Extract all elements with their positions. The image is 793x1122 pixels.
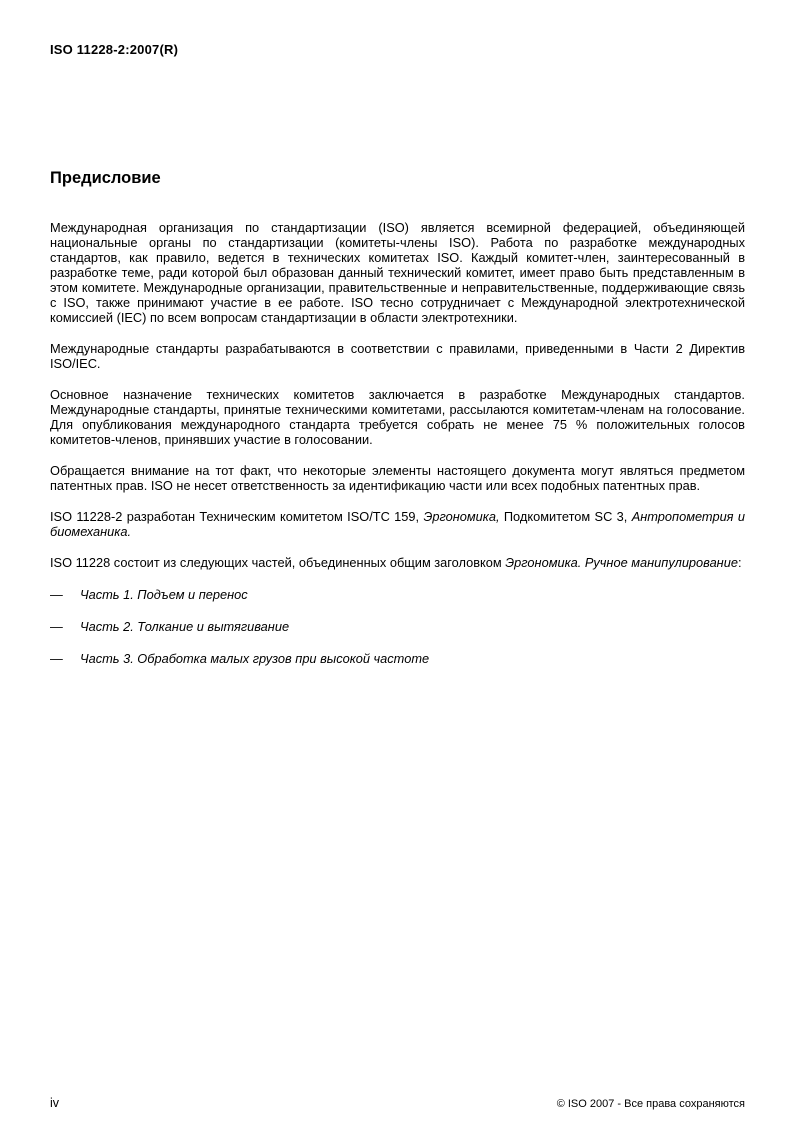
copyright-notice: © ISO 2007 - Все права сохраняются [556,1098,745,1110]
dash-marker: — [50,619,63,634]
text-run: Подкомитетом SC 3, [499,509,632,524]
page-title: Предисловие [50,169,161,187]
list-item-part-2 [50,619,745,634]
paragraph-patent-rights: Обращается внимание на тот факт, что некоторые элементы настоящего документа могут являться предметом патентных прав. ISO не несет ответственность за идентификацию части или всех подобных патентных прав. [50,463,745,493]
paragraph-iso-federation: Международная организация по стандартизации (ISO) является всемирной федерацией, объединяющей национальные органы по стандартизации (комитеты-члены ISO). Работа по разработке международных стандартов, как правило, ведется в технических комитетах ISO. Каждый комитет-член, заинтересованный в разработке теме, ради которой был образован данный технический комитет, имеет право быть представленным в этом комитете. Международные организации, правительственные и неправительственные, поддерживающие связь с ISO, также принимают участие в ее работе. ISO тесно сотрудничает с Международной электротехнической комиссией (IEC) по всем вопросам стандартизации в области электротехники. [50,220,745,325]
parts-list [50,587,745,666]
text-run: : [737,555,742,570]
text-run-italic: Эргономика, [423,509,500,524]
list-item-part-3 [50,651,745,666]
page-number: iv [50,1096,60,1110]
paragraph-series-title [50,555,745,570]
paragraph-voting: Основное назначение технических комитетов заключается в разработке Международных стандартов. Международные стандарты, принятые техническими комитетами, рассылаются комитетам-членам на голосование. Для опубликования международного стандарта требуется собрать не менее 75 % положительных голосов комитетов-членов, принявших участие в голосовании. [50,387,745,447]
list-item-text: Часть 3. Обработка малых грузов при высокой частоте [80,651,430,666]
document-reference-header: ISO 11228-2:2007(R) [50,42,179,57]
dash-marker: — [50,651,63,666]
paragraph-directives: Международные стандарты разрабатываются в соответствии с правилами, приведенными в Части 2 Директив ISO/IEC. [50,341,745,371]
list-item-text: Часть 1. Подъем и перенос [80,587,248,602]
text-run: ISO 11228-2 разработан Техническим комитетом ISO/TC 159, [50,509,424,524]
text-run: ISO 11228 состоит из следующих частей, объединенных общим заголовком [50,555,506,570]
paragraph-committee [50,509,745,539]
text-run-italic: Антропометрия и биомеханика. [50,509,745,539]
dash-marker: — [50,587,63,602]
page-footer [50,1096,745,1110]
list-item-part-1 [50,587,745,602]
list-item-text: Часть 2. Толкание и вытягивание [80,619,290,634]
text-run-italic: Эргономика. Ручное манипулирование [505,555,738,570]
